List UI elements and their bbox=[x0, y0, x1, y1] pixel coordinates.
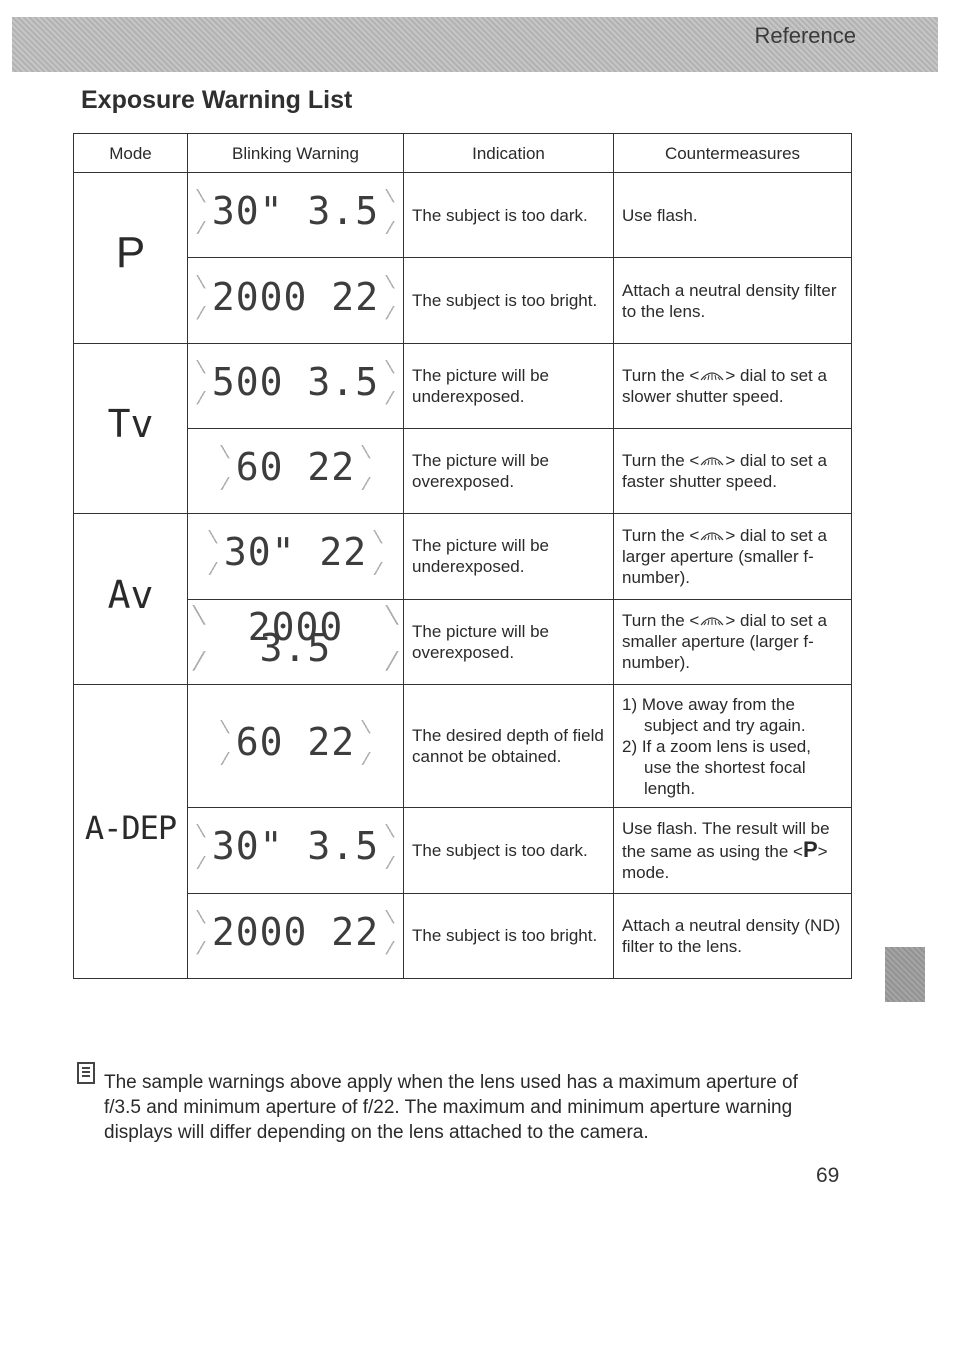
indication-cell: The subject is too dark. bbox=[404, 173, 614, 258]
counter-text-post: > dial to set a slower shutter speed. bbox=[622, 365, 827, 406]
countermeasure-cell: Attach a neutral density filter to the lens. bbox=[614, 258, 852, 343]
note-text: The sample warnings above apply when the lens used has a maximum aperture of f/3.5 and minimum aperture of f/22. The maximum and minimum aperture warning displays will differ depending on the lens attached to the camera. bbox=[104, 1072, 798, 1143]
counter-text-pre: Use flash. The result will be the same as using the < bbox=[622, 818, 830, 861]
main-dial-icon bbox=[699, 453, 725, 467]
mode-label-p: P bbox=[115, 228, 146, 278]
table-row bbox=[74, 258, 852, 343]
mode-adep-cell bbox=[74, 684, 188, 978]
main-dial-icon bbox=[699, 613, 725, 627]
mode-label-av: Av bbox=[107, 572, 154, 617]
header-countermeasures: Countermeasures bbox=[614, 134, 852, 173]
counter-text-pre: Turn the < bbox=[622, 525, 700, 545]
blinking-warning-cell bbox=[188, 599, 404, 684]
mode-p-cell bbox=[74, 173, 188, 344]
counter-text-pre: Turn the < bbox=[622, 365, 700, 385]
indication-cell: The subject is too bright. bbox=[404, 893, 614, 978]
page-number: 69 bbox=[816, 1164, 840, 1187]
page-title: Exposure Warning List bbox=[81, 86, 353, 114]
indication-cell: The desired depth of field cannot be obtained. bbox=[404, 684, 614, 807]
blinking-warning-cell bbox=[188, 684, 404, 807]
lcd-display: 2000 22 bbox=[198, 922, 393, 943]
mode-av-cell bbox=[74, 514, 188, 685]
header-band bbox=[12, 17, 938, 72]
table-row bbox=[74, 893, 852, 978]
mode-label-tv: Tv bbox=[107, 402, 154, 447]
note-icon bbox=[77, 1062, 95, 1084]
counter-text-post: > mode. bbox=[622, 841, 828, 882]
p-mode-glyph: P bbox=[802, 836, 818, 862]
table-header-row bbox=[74, 134, 852, 173]
countermeasure-cell bbox=[614, 343, 852, 428]
lcd-display: 60 22 bbox=[222, 732, 369, 753]
exposure-warning-table bbox=[73, 133, 852, 979]
blinking-warning-cell bbox=[188, 173, 404, 258]
table-row bbox=[74, 808, 852, 893]
countermeasure-cell bbox=[614, 514, 852, 599]
quick-control-dial-icon bbox=[699, 528, 725, 542]
counter-text-pre: Turn the < bbox=[622, 451, 700, 471]
table-row bbox=[74, 599, 852, 684]
section-label: Reference bbox=[754, 23, 856, 48]
counter-list-item: 1) Move away from the subject and try again. bbox=[622, 694, 806, 735]
indication-cell: The picture will be underexposed. bbox=[404, 514, 614, 599]
mode-label-adep: A-DEP bbox=[84, 808, 177, 847]
table-row bbox=[74, 343, 852, 428]
table-row bbox=[74, 684, 852, 807]
lcd-display: 30" 22 bbox=[210, 542, 381, 563]
main-dial-icon bbox=[699, 368, 725, 382]
indication-cell: The picture will be overexposed. bbox=[404, 599, 614, 684]
counter-text-pre: Turn the < bbox=[622, 611, 700, 631]
table-row bbox=[74, 514, 852, 599]
table-row bbox=[74, 429, 852, 514]
blinking-warning-cell bbox=[188, 343, 404, 428]
header-mode: Mode bbox=[74, 134, 188, 173]
countermeasure-cell: Attach a neutral density (ND) filter to the lens. bbox=[614, 893, 852, 978]
mode-tv-cell bbox=[74, 343, 188, 514]
lcd-display: 60 22 bbox=[222, 457, 369, 478]
header-blinking-warning: Blinking Warning bbox=[188, 134, 404, 173]
lcd-display: 30" 3.5 bbox=[198, 201, 393, 222]
counter-text-post: > dial to set a faster shutter speed. bbox=[622, 451, 827, 492]
indication-cell: The picture will be overexposed. bbox=[404, 429, 614, 514]
countermeasure-cell bbox=[614, 808, 852, 893]
countermeasure-cell bbox=[614, 684, 852, 807]
countermeasure-cell bbox=[614, 429, 852, 514]
blinking-warning-cell bbox=[188, 258, 404, 343]
lcd-display: 2000 3.5 bbox=[196, 617, 395, 659]
counter-list-item: 2) If a zoom lens is used, use the shortest focal length. bbox=[622, 736, 811, 798]
countermeasure-cell bbox=[614, 599, 852, 684]
blinking-warning-cell bbox=[188, 429, 404, 514]
lcd-display: 30" 3.5 bbox=[198, 836, 393, 857]
indication-cell: The subject is too dark. bbox=[404, 808, 614, 893]
counter-text-post: > dial to set a smaller aperture (larger f-number). bbox=[622, 611, 827, 673]
header-indication: Indication bbox=[404, 134, 614, 173]
blinking-warning-cell bbox=[188, 514, 404, 599]
lcd-display: 500 3.5 bbox=[198, 372, 393, 393]
lcd-display: 2000 22 bbox=[198, 287, 393, 308]
table-row bbox=[74, 173, 852, 258]
blinking-warning-cell bbox=[188, 808, 404, 893]
indication-cell: The subject is too bright. bbox=[404, 258, 614, 343]
indication-cell: The picture will be underexposed. bbox=[404, 343, 614, 428]
blinking-warning-cell bbox=[188, 893, 404, 978]
section-thumb-tab bbox=[885, 947, 925, 1002]
counter-text-post: > dial to set a larger aperture (smaller f-number). bbox=[622, 525, 827, 587]
countermeasure-cell: Use flash. bbox=[614, 173, 852, 258]
